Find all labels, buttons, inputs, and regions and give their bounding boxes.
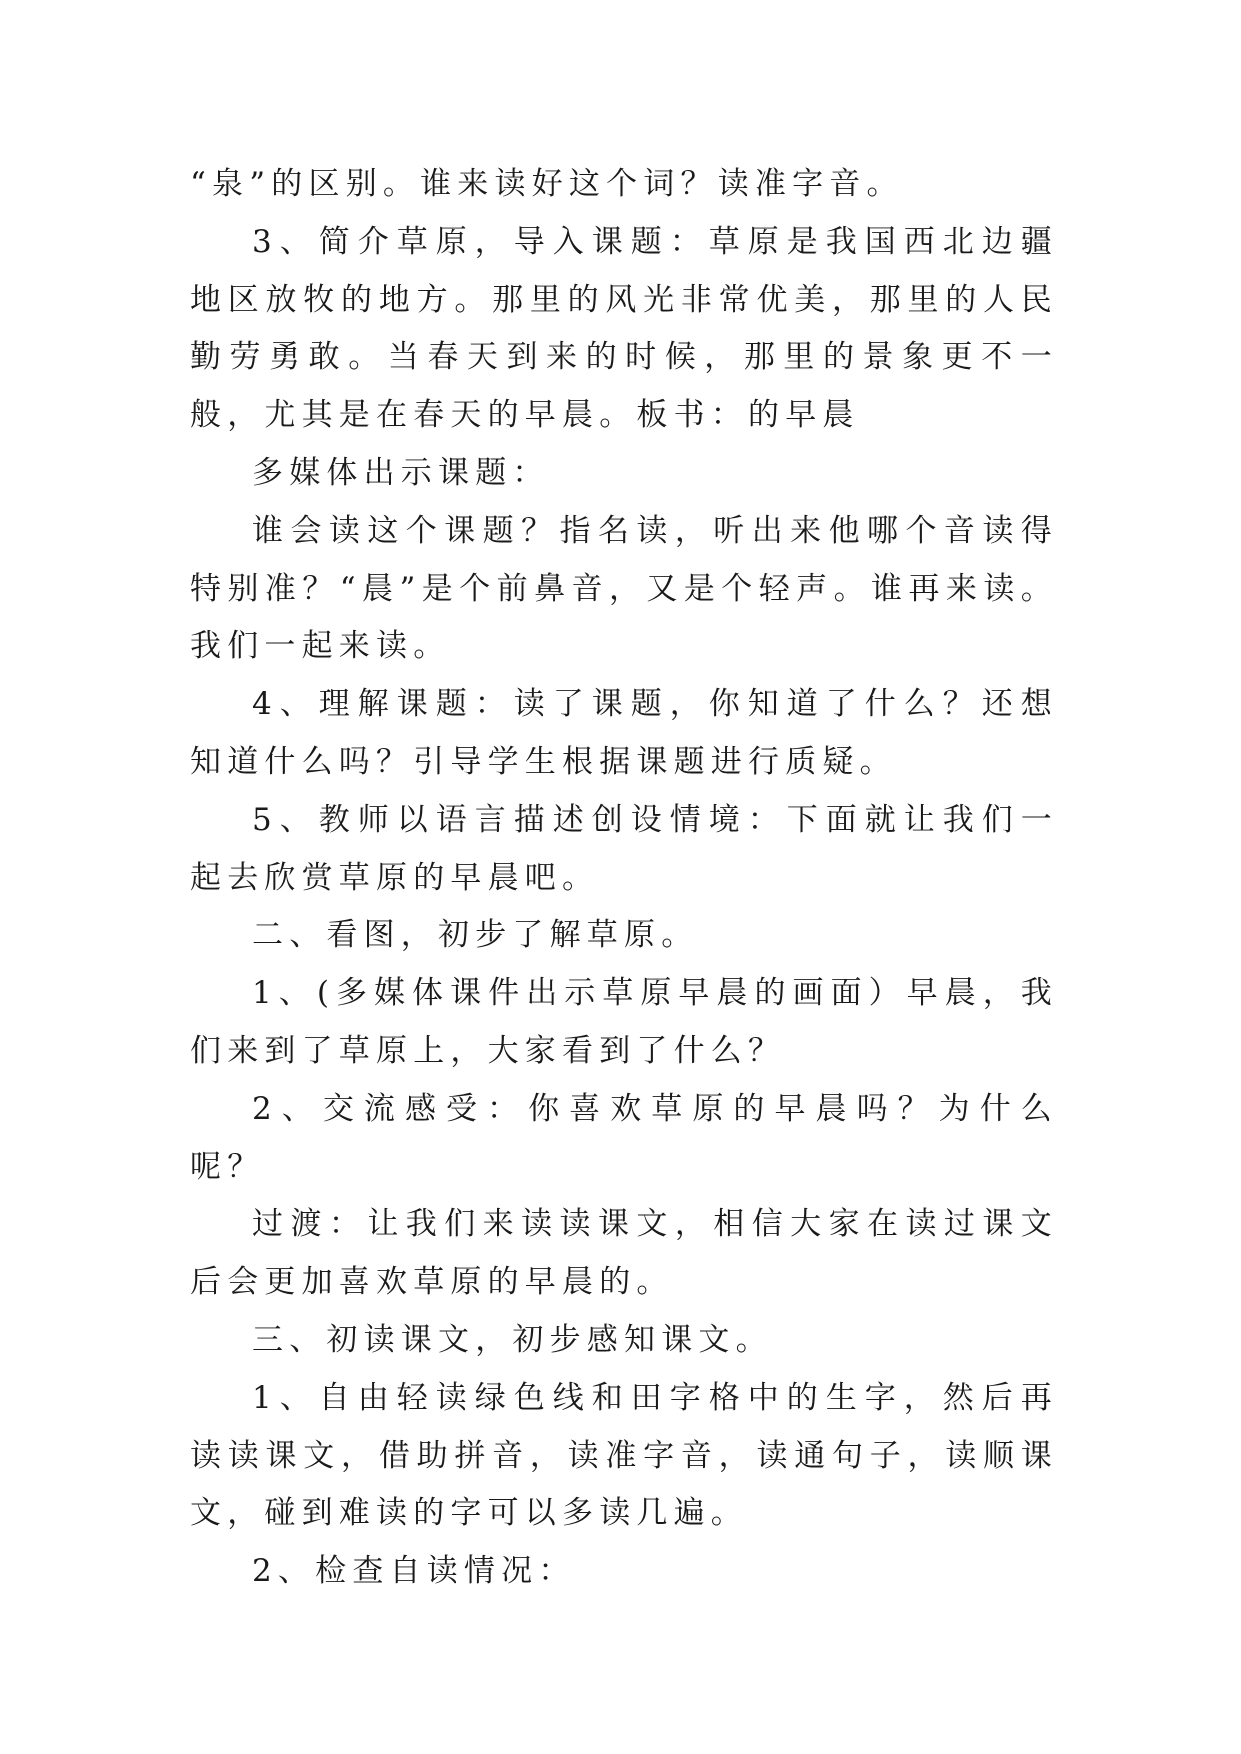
section-heading-3: 三、初读课文，初步感知课文。 [252,1321,773,1358]
section-heading-2: 二、看图，初步了解草原。 [252,917,699,954]
paragraph-section-3-step-2: 2、检查自读情况： [252,1553,576,1590]
paragraph-section-2-step-1: 1、(多媒体课件出示草原早晨的画面）早晨，我们来到了草原上，大家看到了什么？ [190,975,1058,1069]
paragraph-transition: 过渡：让我们来读读课文，相信大家在读过课文后会更加喜欢草原的早晨的。 [190,1206,1058,1301]
paragraph-read-title: 谁会读这个课题？指名读，听出来他哪个音读得特别准？“晨”是个前鼻音，又是个轻声。谁再来读。我们一起来读。 [190,512,1058,665]
document-body [190,156,1058,1601]
paragraph-step-4-understand-title: 4、理解课题：读了课题，你知道了什么？还想知道什么吗？引导学生根据课题进行质疑。 [190,686,1058,780]
paragraph-step-3-intro-grassland: 3、简介草原，导入课题：草原是我国西北边疆地区放牧的地方。那里的风光非常优美，那里的人民勤劳勇敢。当春天到来的时候，那里的景象更不一般，尤其是在春天的早晨。板书：的早晨 [190,223,1058,434]
paragraph-section-3-step-1: 1、自由轻读绿色线和田字格中的生字，然后再读读课文，借助拼音，读准字音，读通句子，读顺课文，碰到难读的字可以多读几遍。 [190,1379,1058,1532]
paragraph-show-title: 多媒体出示课题： [252,454,550,491]
paragraph-section-2-step-2: 2、交流感受：你喜欢草原的早晨吗？为什么呢？ [190,1090,1058,1185]
paragraph-step-5-create-scene: 5、教师以语言描述创设情境：下面就让我们一起去欣赏草原的早晨吧。 [190,801,1058,896]
paragraph-continuation: “泉”的区别。谁来读好这个词？读准字音。 [190,166,904,202]
